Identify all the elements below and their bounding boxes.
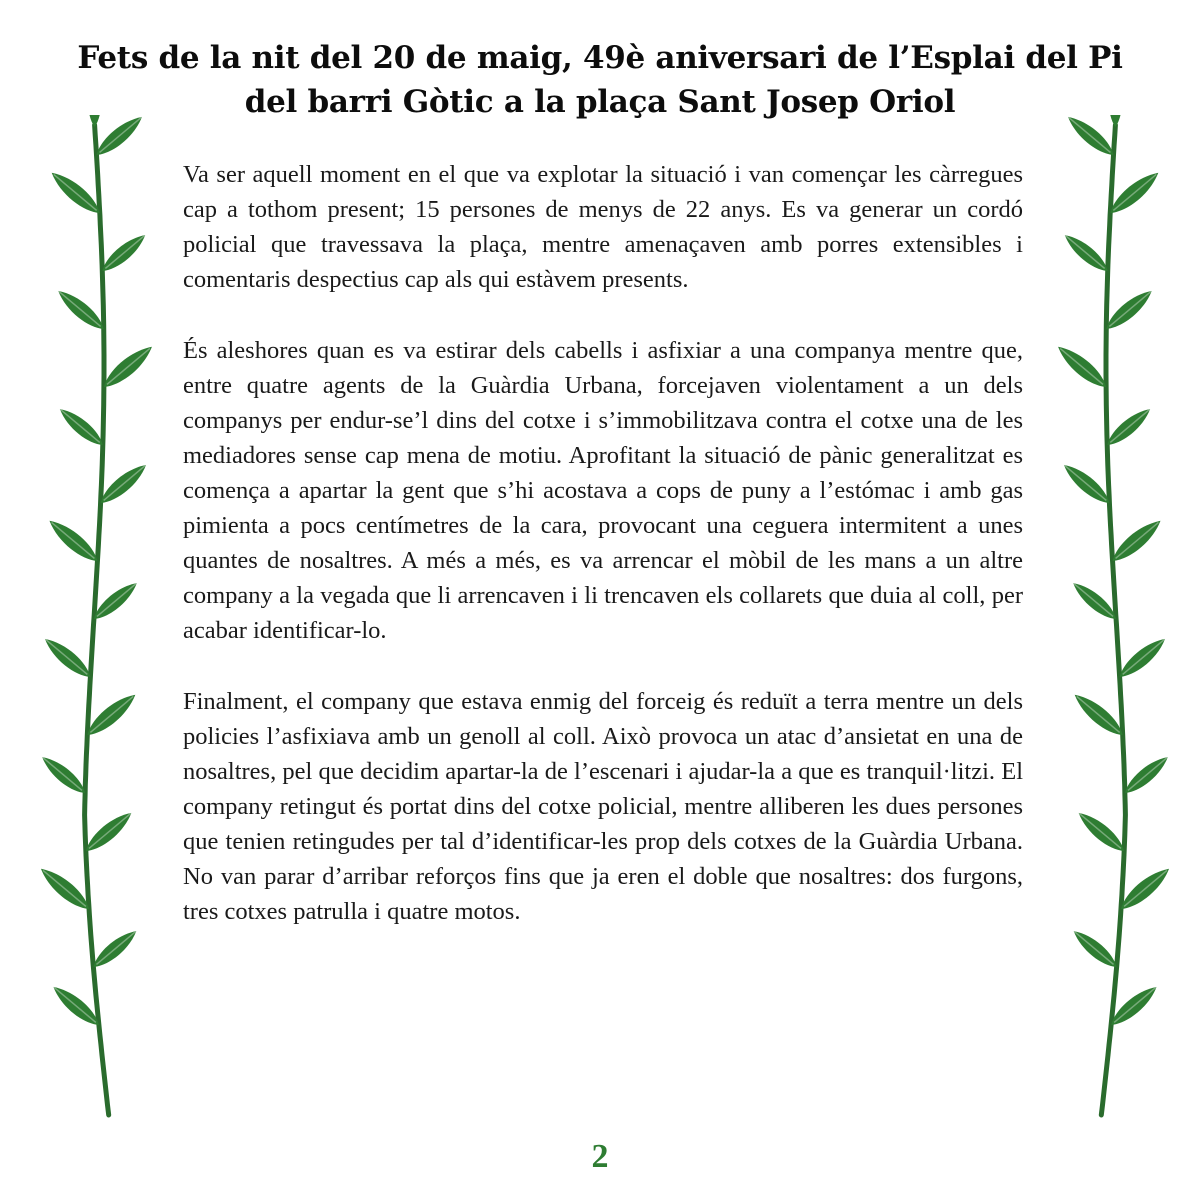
paragraph-3: Finalment, el company que estava enmig del forceig és reduït a terra mentre un dels policies l’asfixiava amb un genoll al coll. Això provoca un atac d’ansietat en una de nosaltres, pel que decidim apartar-la de l’escenari i ajudar-la a que es tranquil·litzi. El company retingut és portat dins del cotxe policial, mentre alliberen les dues persones que tenien retingudes per tal d’identificar-les prop dels cotxes de la Guàrdia Urbana. No van parar d’arribar reforços fins que ja eren el doble que nosaltres: dos furgons, tres cotxes patrulla i quatre motos. [183,688,1023,925]
leaf-vein [100,116,143,152]
leaf-icon [1109,115,1122,127]
leaf-vein [39,754,82,790]
leaf-icon [1063,115,1118,161]
leaf-vein [1068,116,1111,152]
leaf-vein [1114,986,1157,1022]
page-number: 2 [591,1138,609,1175]
right-olive-branch-icon [1038,115,1188,1130]
leaf-vein [1113,174,1156,210]
title-line-1: Fets de la nit del 20 de maig, 49è aniversari de l’Esplai del Pi [77,40,1123,76]
leaf-vein [1110,406,1153,442]
leaf-vein [1063,464,1106,500]
left-olive-branch-icon [22,115,172,1130]
leaf-vein [1116,522,1159,558]
leaf-vein [1123,638,1166,674]
leaf-vein [1062,232,1105,268]
title-line-2: del barri Gòtic a la plaça Sant Josep Oriol [244,84,956,120]
leaf-vein [1109,290,1152,326]
leaf-vein [1071,928,1114,964]
leaf-vein [89,812,132,848]
leaf-vein [52,522,95,558]
leaf-icon [92,115,147,161]
leaf-vein [58,290,101,326]
leaf-vein [44,638,87,674]
leaf-vein [1128,754,1171,790]
leaf-vein [1124,870,1167,906]
leaf-vein [54,174,97,210]
leaf-vein [1060,348,1103,384]
leaf-vein [1077,696,1120,732]
leaf-vein [90,696,133,732]
paragraph-1: Va ser aquell moment en el que va explotar la situació i van començar les càrregues cap a tothom present; 15 persones de menys de 22 anys. Es va generar un cordó policial que travessava la plaça, mentre amenaçaven amb porres extensibles i comentaris despectius cap als qui estàvem presents. [183,161,1023,293]
leaf-vein [97,580,140,616]
leaf-vein [104,464,147,500]
paragraph-2: És aleshores quan es va estirar dels cabells i asfixiar a una companya mentre que, entre quatre agents de la Guàrdia Urbana, forcejaven violentament a un dels companys per endur-se’l dins del cotxe i s’immobilitzava contra el cotxe una de les mediadores sense cap mena de motiu. Aprofitant la situació de pànic generalitzat es comença a apartar la gent que s’hi acostava a cops de puny a l’estómac i amb gas pimienta a pocs centímetres de la cara, provocant una ceguera intermitent a unes quantes de nosaltres. A més a més, es va arrencar el mòbil de les mans a un altre company a la vegada que li arrencaven i li trencaven els collarets que duia al coll, per acabar identificar-lo. [183,337,1023,644]
leaf-vein [96,928,139,964]
leaf-vein [1078,812,1121,848]
article-body [183,157,1023,965]
leaf-vein [1070,580,1113,616]
leaf-vein [57,406,100,442]
leaf-vein [105,232,148,268]
leaf-vein [53,986,96,1022]
leaf-vein [43,870,86,906]
page-title [40,36,1160,124]
leaf-icon [88,115,101,127]
leaf-vein [107,348,150,384]
